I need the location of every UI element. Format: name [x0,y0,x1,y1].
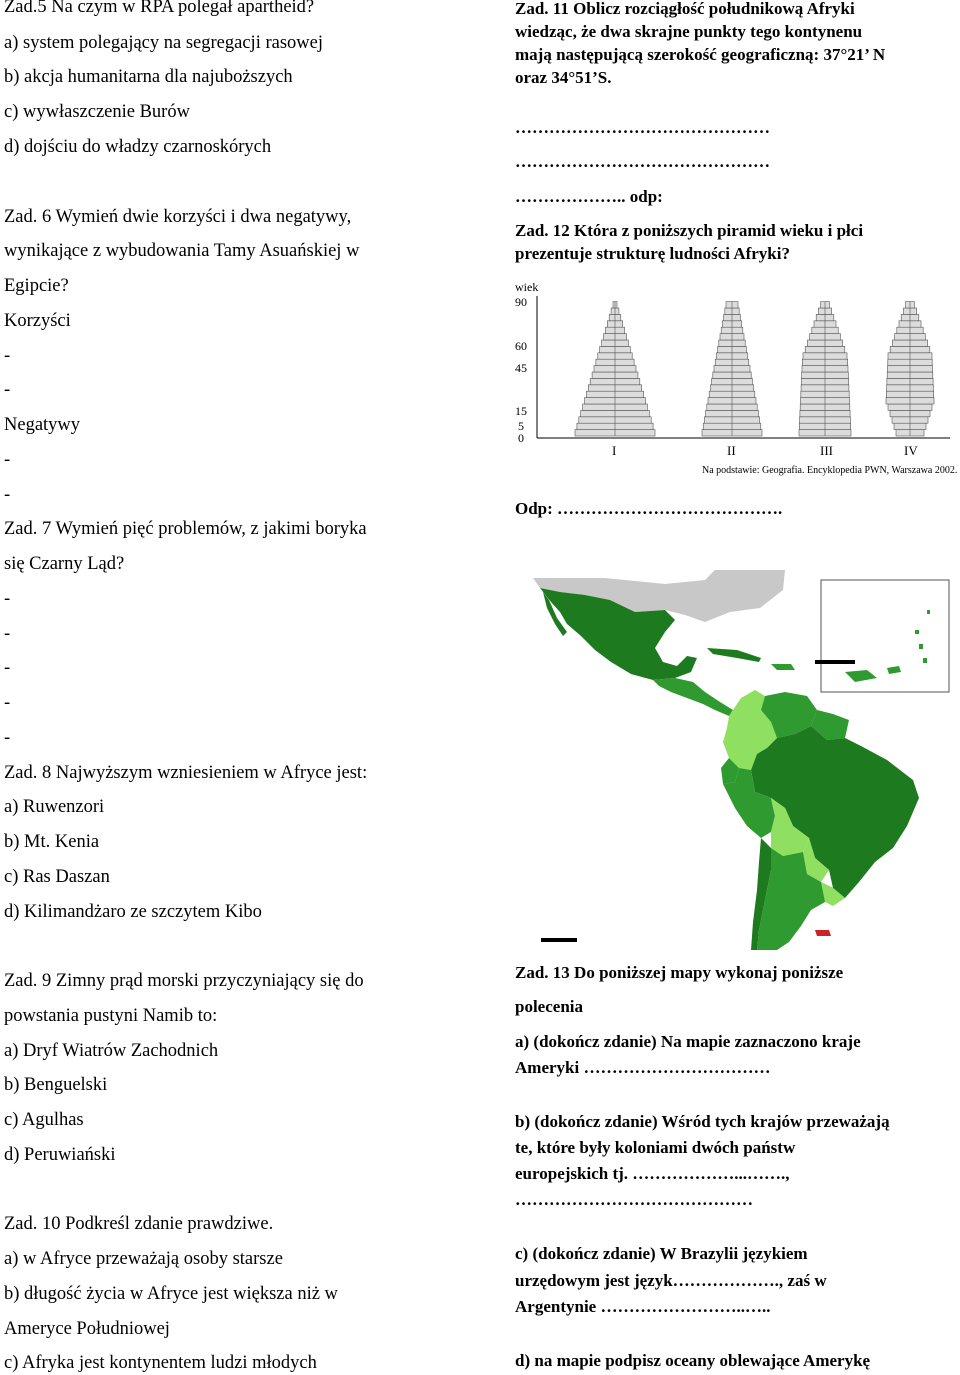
answer-dash: - [4,728,11,748]
question-10-title: Zad. 10 Podkreśl zdanie prawdziwe. [4,1214,274,1234]
question-6-text: Egipcie? [4,276,69,296]
question-9-option-d: d) Peruwiański [4,1145,116,1165]
inset-scale-bar [815,660,855,664]
question-11-title: Zad. 11 Oblicz rozciągłość południkową Afryki [515,0,855,18]
answer-dash: - [4,693,11,713]
question-8-option-d: d) Kilimandżaro ze szczytem Kibo [4,902,262,922]
question-11-text: oraz 34°51’S. [515,68,612,87]
question-6-title: Zad. 6 Wymień dwie korzyści i dwa negatywy, [4,207,352,227]
pyramid-tick: 5 [518,419,524,433]
question-10-option-a: a) w Afryce przeważają osoby starsze [4,1249,283,1269]
question-5-option-b: b) akcja humanitarna dla najuboższych [4,67,293,87]
question-12-title: Zad. 12 Która z poniższych piramid wieku i płci [515,221,864,240]
question-6-text: wynikające z wybudowania Tamy Asuańskiej w [4,241,360,261]
pyramid-tick: 60 [515,339,527,353]
question-9-text: powstania pustyni Namib to: [4,1006,218,1026]
answer-dash: - [4,450,11,470]
question-13-a-cont: Ameryki …………………………… [515,1058,771,1077]
question-12-answer: Odp: …………………………………. [515,499,783,518]
pyramid-axis-title: wiek [515,280,539,294]
question-13-title: Zad. 13 Do poniższej mapy wykonaj poniższe [515,963,844,982]
falklands-region [815,930,831,936]
question-8-option-b: b) Mt. Kenia [4,832,100,852]
question-13-c: c) (dokończ zdanie) W Brazylii językiem [515,1244,808,1263]
question-10-option-b-cont: Ameryce Południowej [4,1319,170,1339]
question-7-text: się Czarny Ląd? [4,554,125,574]
question-13-text: polecenia [515,997,583,1016]
pyramid-label: III [820,443,833,458]
question-5-title: Zad.5 Na czym w RPA polegał apartheid? [4,0,315,17]
answer-dash: - [4,346,11,366]
benefits-label: Korzyści [4,311,71,331]
question-9-option-b: b) Benguelski [4,1075,108,1095]
question-9-title: Zad. 9 Zimny prąd morski przyczyniający się do [4,971,364,991]
question-13-b-cont: europejskich tj. ………………...……., [515,1164,790,1183]
pyramid-label: IV [904,443,918,458]
question-8-option-a: a) Ruwenzori [4,797,105,817]
pyramid-tick: 45 [515,361,527,375]
question-12-text: prezentuje strukturę ludności Afryki? [515,244,790,263]
question-9-option-c: c) Agulhas [4,1110,84,1130]
pyramid-tick: 90 [515,295,527,309]
answer-dots-odp: ……………….. odp: [515,187,663,206]
answer-dash: - [4,624,11,644]
answer-dots: ……………………………………… [515,118,770,137]
negatives-label: Negatywy [4,415,81,435]
question-8-option-c: c) Ras Daszan [4,867,110,887]
question-8-title: Zad. 8 Najwyższym wzniesieniem w Afryce jest: [4,763,368,783]
question-13-c-cont: urzędowym jest język………………., zaś w [515,1271,827,1290]
answer-dots: ……………………………………… [515,152,770,171]
question-13-c-cont: Argentynie ……………………..….. [515,1297,771,1316]
question-10-option-c: c) Afryka jest kontynentem ludzi młodych [4,1353,317,1373]
question-5-option-c: c) wywłaszczenie Burów [4,102,190,122]
question-13-b-dots: …………………………………… [515,1190,753,1209]
question-5-option-d: d) dojściu do władzy czarnoskórych [4,137,272,157]
latin-america-map [515,570,950,950]
question-11-text: wiedząc, że dwa skrajne punkty tego kontynenu [515,22,863,41]
pyramid-label: II [727,443,736,458]
question-10-option-b: b) długość życia w Afryce jest większa niż w [4,1284,338,1304]
question-5-option-a: a) system polegający na segregacji rasowej [4,33,323,53]
answer-dash: - [4,658,11,678]
question-13-d: d) na mapie podpisz oceany oblewające Amerykę [515,1351,871,1370]
population-pyramids-figure [510,278,960,478]
answer-dash: - [4,380,11,400]
question-11-text: mają następującą szerokość geograficzną: 37°21’ N [515,45,886,64]
map-scale-bar [541,938,577,942]
question-13-b-cont: te, które były koloniami dwóch państw [515,1138,796,1157]
pyramid-label: I [612,443,617,458]
pyramid-source: Na podstawie: Geografia. Encyklopedia PWN, Warszawa 2002. [702,465,958,476]
question-13-a: a) (dokończ zdanie) Na mapie zaznaczono kraje [515,1032,861,1051]
question-13-b: b) (dokończ zdanie) Wśród tych krajów przeważają [515,1112,890,1131]
question-9-option-a: a) Dryf Wiatrów Zachodnich [4,1041,219,1061]
answer-dash: - [4,589,11,609]
pyramid-tick: 15 [515,404,527,418]
question-7-title: Zad. 7 Wymień pięć problemów, z jakimi boryka [4,519,367,539]
answer-dash: - [4,485,11,505]
pyramid-tick: 0 [518,431,524,445]
